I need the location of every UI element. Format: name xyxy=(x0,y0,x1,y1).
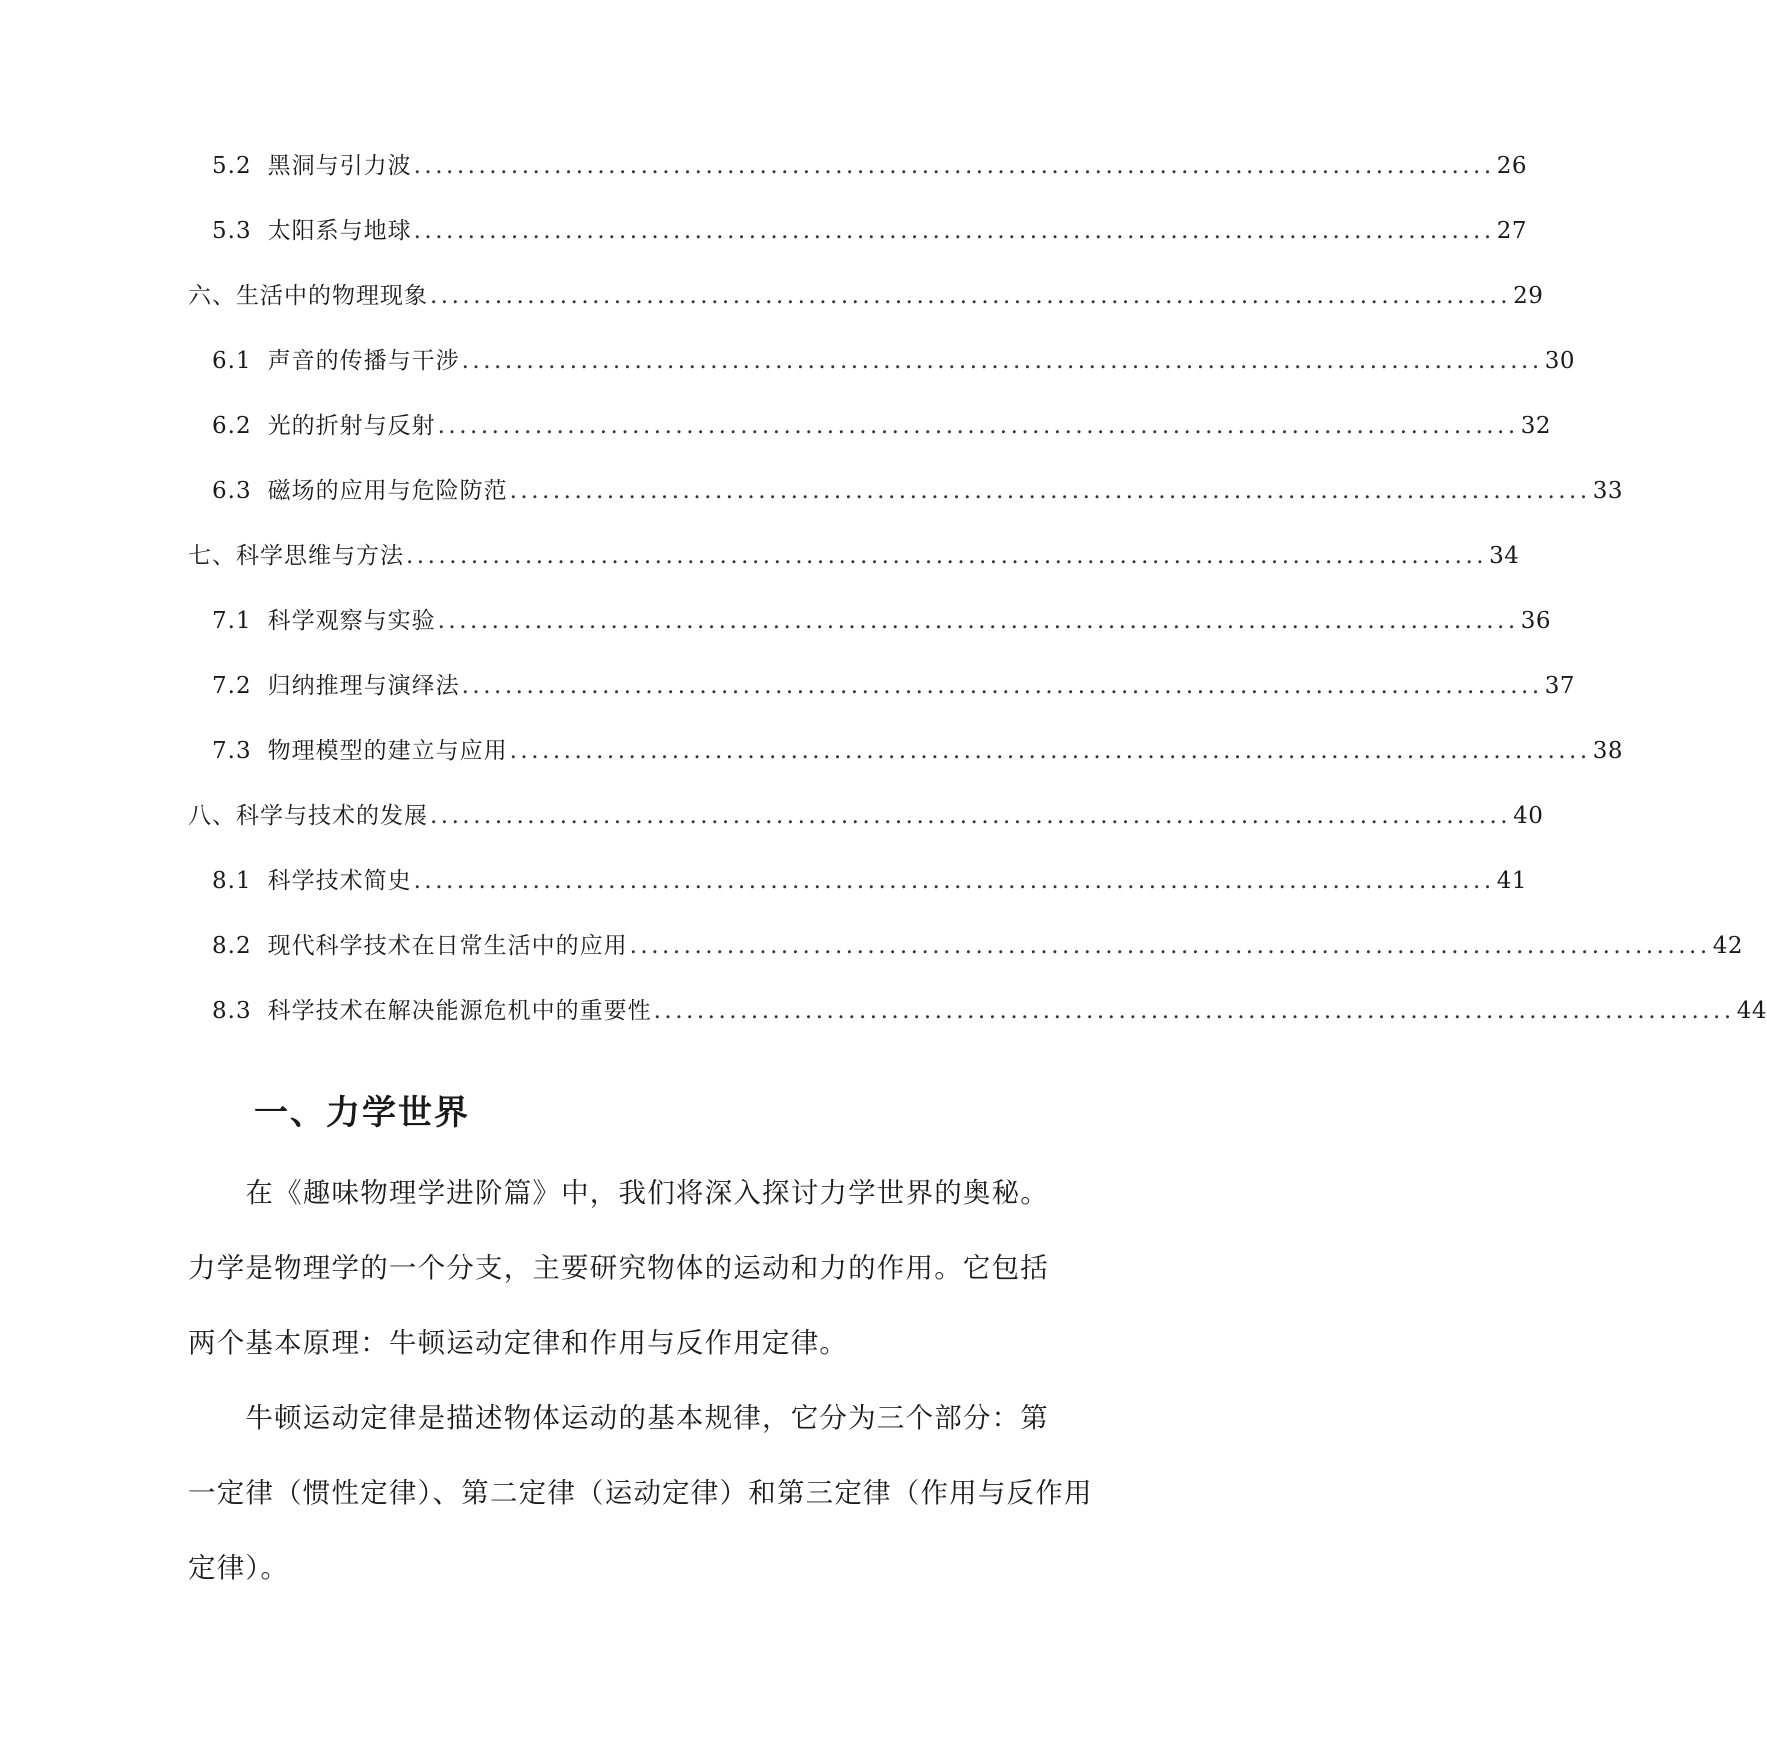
toc-entry-number: 8.2 xyxy=(212,933,252,959)
body-text-line: 在《趣味物理学进阶篇》中，我们将深入探讨力学世界的奥秘。 xyxy=(188,1177,1049,1209)
toc-entry-page: 36 xyxy=(1520,608,1551,634)
toc-leader-dots: .................................................................................................... xyxy=(509,738,1591,764)
toc-entry-page: 44 xyxy=(1736,998,1767,1024)
toc-entry[interactable] xyxy=(212,146,1527,186)
toc-leader-dots: .................................................................................................... xyxy=(437,608,1519,634)
toc-entry-page: 33 xyxy=(1592,478,1623,504)
toc-entry-title: 六、生活中的物理现象 xyxy=(188,283,428,309)
toc-entry-page: 27 xyxy=(1496,218,1527,244)
toc-entry-page: 26 xyxy=(1496,153,1527,179)
toc-entry[interactable] xyxy=(212,861,1527,901)
toc-entry-number: 7.3 xyxy=(212,738,252,764)
toc-entry-page: 42 xyxy=(1712,933,1743,959)
toc-chapter-entry[interactable] xyxy=(188,276,1544,316)
toc-entry[interactable] xyxy=(212,471,1623,511)
toc-entry-page: 38 xyxy=(1592,738,1623,764)
toc-leader-dots: .................................................................................................... xyxy=(461,348,1543,374)
toc-entry[interactable] xyxy=(212,731,1623,771)
toc-leader-dots: .................................................................................................... xyxy=(406,543,1488,569)
toc-entry-title: 物理模型的建立与应用 xyxy=(267,738,508,764)
toc-entry-page: 40 xyxy=(1513,803,1544,829)
toc-entry-number: 7.1 xyxy=(212,608,252,634)
toc-leader-dots: .................................................................................................... xyxy=(430,283,1512,309)
toc-entry-title: 黑洞与引力波 xyxy=(267,153,412,179)
toc-entry-number: 8.3 xyxy=(212,998,252,1024)
toc-entry-number: 6.2 xyxy=(212,413,252,439)
toc-entry-page: 34 xyxy=(1489,543,1520,569)
body-text-line: 定律）。 xyxy=(188,1552,290,1584)
toc-entry[interactable] xyxy=(212,341,1575,381)
toc-leader-dots: .................................................................................................... xyxy=(461,673,1543,699)
toc-leader-dots: .................................................................................................... xyxy=(437,413,1519,439)
body-text-line: 一定律（惯性定律）、第二定律（运动定律）和第三定律（作用与反作用 xyxy=(188,1477,1093,1509)
toc-entry[interactable] xyxy=(212,926,1743,966)
toc-entry-title: 声音的传播与干涉 xyxy=(267,348,460,374)
body-text-line: 牛顿运动定律是描述物体运动的基本规律，它分为三个部分：第 xyxy=(188,1402,1049,1434)
section-heading: 一、力学世界 xyxy=(254,1093,470,1133)
toc-entry-number: 5.2 xyxy=(212,153,252,179)
toc-entry-page: 32 xyxy=(1520,413,1551,439)
toc-leader-dots: .................................................................................................... xyxy=(413,153,1495,179)
toc-entry-number: 7.2 xyxy=(212,673,252,699)
toc-chapter-entry[interactable] xyxy=(188,536,1520,576)
toc-entry-title: 八、科学与技术的发展 xyxy=(188,803,428,829)
toc-entry-page: 41 xyxy=(1496,868,1527,894)
toc-leader-dots: .................................................................................................... xyxy=(430,803,1512,829)
toc-leader-dots: .................................................................................................... xyxy=(413,868,1495,894)
toc-chapter-entry[interactable] xyxy=(188,796,1544,836)
toc-entry-number: 5.3 xyxy=(212,218,252,244)
toc-entry-page: 29 xyxy=(1513,283,1544,309)
toc-entry-title: 科学观察与实验 xyxy=(267,608,436,634)
toc-entry-number: 6.3 xyxy=(212,478,252,504)
toc-entry-title: 科学技术在解决能源危机中的重要性 xyxy=(267,998,652,1024)
toc-entry-title: 磁场的应用与危险防范 xyxy=(267,478,508,504)
body-text-line: 两个基本原理：牛顿运动定律和作用与反作用定律。 xyxy=(188,1327,849,1359)
toc-entry-title: 光的折射与反射 xyxy=(267,413,436,439)
toc-entry-title: 现代科学技术在日常生活中的应用 xyxy=(267,933,628,959)
toc-entry[interactable] xyxy=(212,601,1551,641)
toc-leader-dots: .................................................................................................... xyxy=(653,998,1735,1024)
toc-entry-page: 30 xyxy=(1544,348,1575,374)
toc-entry[interactable] xyxy=(212,406,1551,446)
toc-entry[interactable] xyxy=(212,211,1527,251)
toc-leader-dots: .................................................................................................... xyxy=(509,478,1591,504)
toc-leader-dots: .................................................................................................... xyxy=(629,933,1711,959)
toc-entry-page: 37 xyxy=(1544,673,1575,699)
toc-leader-dots: .................................................................................................... xyxy=(413,218,1495,244)
toc-entry[interactable] xyxy=(212,666,1575,706)
toc-entry-title: 七、科学思维与方法 xyxy=(188,543,404,569)
body-text-line: 力学是物理学的一个分支，主要研究物体的运动和力的作用。它包括 xyxy=(188,1252,1049,1284)
toc-entry-number: 6.1 xyxy=(212,348,252,374)
toc-entry[interactable] xyxy=(212,991,1767,1031)
toc-entry-title: 太阳系与地球 xyxy=(267,218,412,244)
toc-entry-title: 归纳推理与演绎法 xyxy=(267,673,460,699)
toc-entry-title: 科学技术简史 xyxy=(267,868,412,894)
toc-entry-number: 8.1 xyxy=(212,868,252,894)
